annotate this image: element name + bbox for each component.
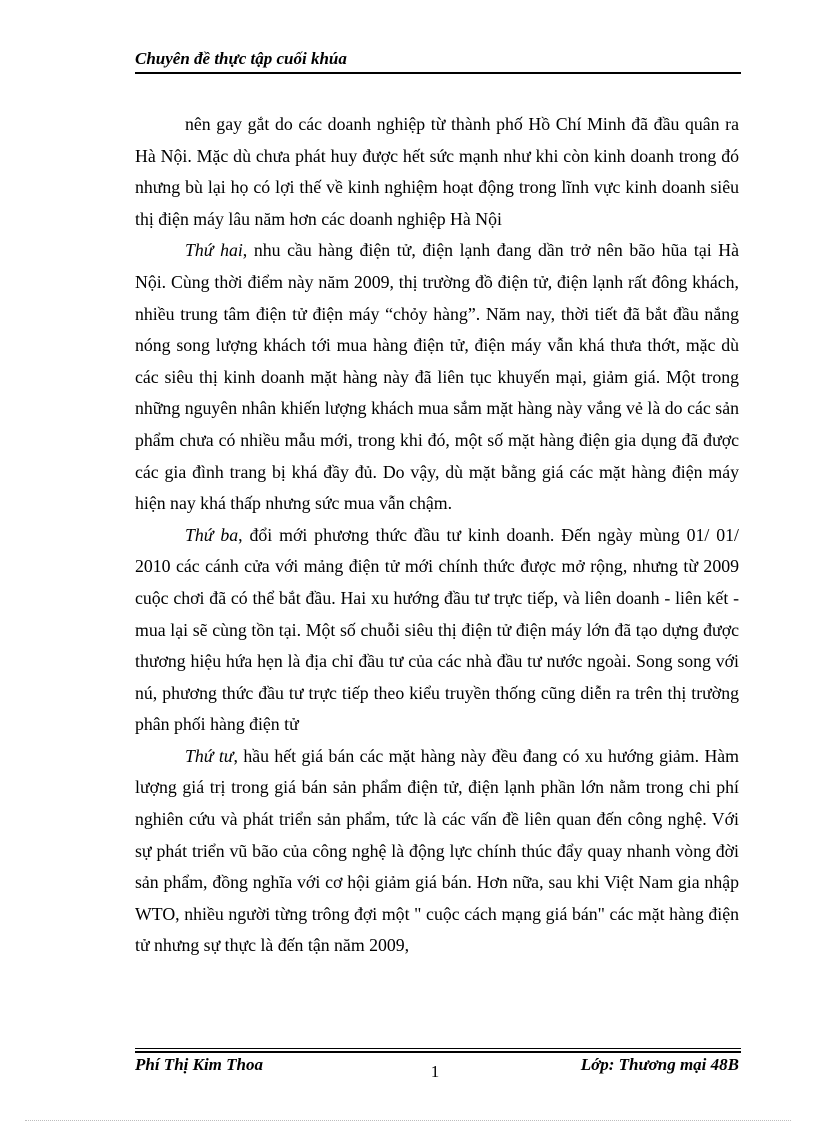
paragraph-4-lead: Thứ tư <box>185 745 234 766</box>
footer-rule-thin <box>135 1048 741 1049</box>
paragraph-2-lead: Thứ hai <box>185 240 243 261</box>
footer-author: Phí Thị Kim Thoa <box>135 1055 263 1074</box>
paragraph-4 <box>135 741 739 962</box>
page-number: 1 <box>430 1062 440 1081</box>
paragraph-4-text: , hầu hết giá bán các mặt hàng này đều đang có xu hướng giảm. Hàm lượng giá trị trong giá bán sản phẩm điện tử, điện lạnh phần lớn nằm trong chi phí nghiên cứu và phát triển sản phẩm, tức là các vấn đề liên quan đến công nghệ. Với sự phát triển vũ bão của công nghệ là động lực chính thúc đẩy quay nhanh vòng đời sản phẩm, đồng nghĩa với cơ hội giảm giá bán. Hơn nữa, sau khi Việt Nam gia nhập WTO, nhiều người từng trông đợi một " cuộc cách mạng giá bán" các mặt hàng điện tử nhưng sự thực là đến tận năm 2009, <box>135 745 740 956</box>
paragraph-3-lead: Thứ ba <box>185 524 239 545</box>
paragraph-3 <box>135 520 739 741</box>
paragraph-3-text: , đổi mới phương thức đầu tư kinh doanh. Đến ngày mùng 01/ 01/ 2010 các cánh cửa với mảng điện tử mới chính thức được mở rộng, nhưng từ 2009 cuộc chơi đã có thể bắt đầu. Hai xu hướng đầu tư trực tiếp, và liên doanh - liên kết - mua lại sẽ cùng tồn tại. Một số chuỗi siêu thị điện tử điện máy lớn đã tạo dựng được thương hiệu hứa hẹn là địa chỉ đầu tư của các nhà đầu tư nước ngoài. Song song với nú, phương thức đầu tư trực tiếp theo kiểu truyền thống cũng diễn ra trên thị trường phân phối hàng điện tử <box>135 524 739 735</box>
header-rule <box>135 72 741 74</box>
paragraph-2 <box>135 235 739 519</box>
paragraph-1-text: nên gay gắt do các doanh nghiệp từ thành phố Hồ Chí Minh đã đầu quân ra Hà Nội. Mặc dù chưa phát huy được hết sức mạnh như khi còn kinh doanh trong đó nhưng bù lại họ có lợi thế về kinh nghiệm hoạt động trong lĩnh vực kinh doanh siêu thị điện máy lâu năm hơn các doanh nghiệp Hà Nội <box>135 114 739 229</box>
footer-class: Lớp: Thương mại 48B <box>580 1055 739 1074</box>
paragraph-1 <box>135 109 739 235</box>
page-header-title: Chuyên đề thực tập cuối khúa <box>135 49 347 68</box>
paragraph-2-text: , nhu cầu hàng điện tử, điện lạnh đang dần trở nên bão hũa tại Hà Nội. Cùng thời điểm này năm 2009, thị trường đồ điện tử, điện lạnh rất đông khách, nhiều trung tâm điện tử điện máy “chỏy hàng”. Năm nay, thời tiết đã bắt đầu nắng nóng song lượng khách tới mua hàng điện tử, điện máy vẫn khá thưa thớt, mặc dù các siêu thị kinh doanh mặt hàng này đã liên tục khuyến mại, giảm giá. Một trong những nguyên nhân khiến lượng khách mua sắm mặt hàng này vắng vẻ là do các sản phẩm chưa có nhiều mẫu mới, trong khi đó, một số mặt hàng điện gia dụng đã được các gia đình trang bị khá đầy đủ. Do vậy, dù mặt bằng giá các mặt hàng điện máy hiện nay khá thấp nhưng sức mua vẫn chậm. <box>135 240 739 514</box>
footer-rule-thick <box>135 1051 741 1053</box>
document-body <box>135 109 739 962</box>
page-bottom-dotted-border <box>25 1120 791 1121</box>
